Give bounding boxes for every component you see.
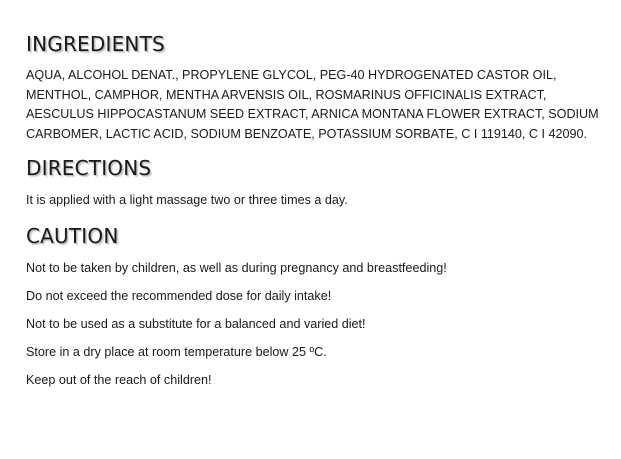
caution-item: Not to be taken by children, as well as during pregnancy and breastfeeding! [26, 260, 447, 275]
caution-heading: CAUTION [26, 223, 119, 248]
caution-item: Do not exceed the recommended dose for daily intake! [26, 288, 332, 303]
caution-item: Not to be used as a substitute for a balanced and varied diet! [26, 316, 366, 331]
ingredients-text: AQUA, ALCOHOL DENAT., PROPYLENE GLYCOL, PEG-40 HYDROGENATED CASTOR OIL, MENTHOL, CAMPHOR, MENTHA ARVENSIS OIL, ROSMARINUS OFFICINALIS EXTRACT, AESCULUS HIPPOCASTANUM SEED EXTRACT, ARNICA MONTANA FLOWER EXTRACT, SODIUM CARBOMER, LACTIC ACID, SODIUM BENZOATE, POTASSIUM SORBATE, C I 119140, C I 42090. [26, 68, 599, 141]
product-info-document [26, 30, 611, 399]
caution-item: Store in a dry place at room temperature below 25 ºC. [26, 344, 327, 359]
directions-text: It is applied with a light massage two or three times a day. [26, 193, 348, 207]
directions-heading: DIRECTIONS [26, 156, 152, 180]
caution-list [26, 259, 611, 391]
ingredients-heading: INGREDIENTS [26, 32, 165, 56]
caution-item: Keep out of the reach of children! [26, 372, 212, 387]
